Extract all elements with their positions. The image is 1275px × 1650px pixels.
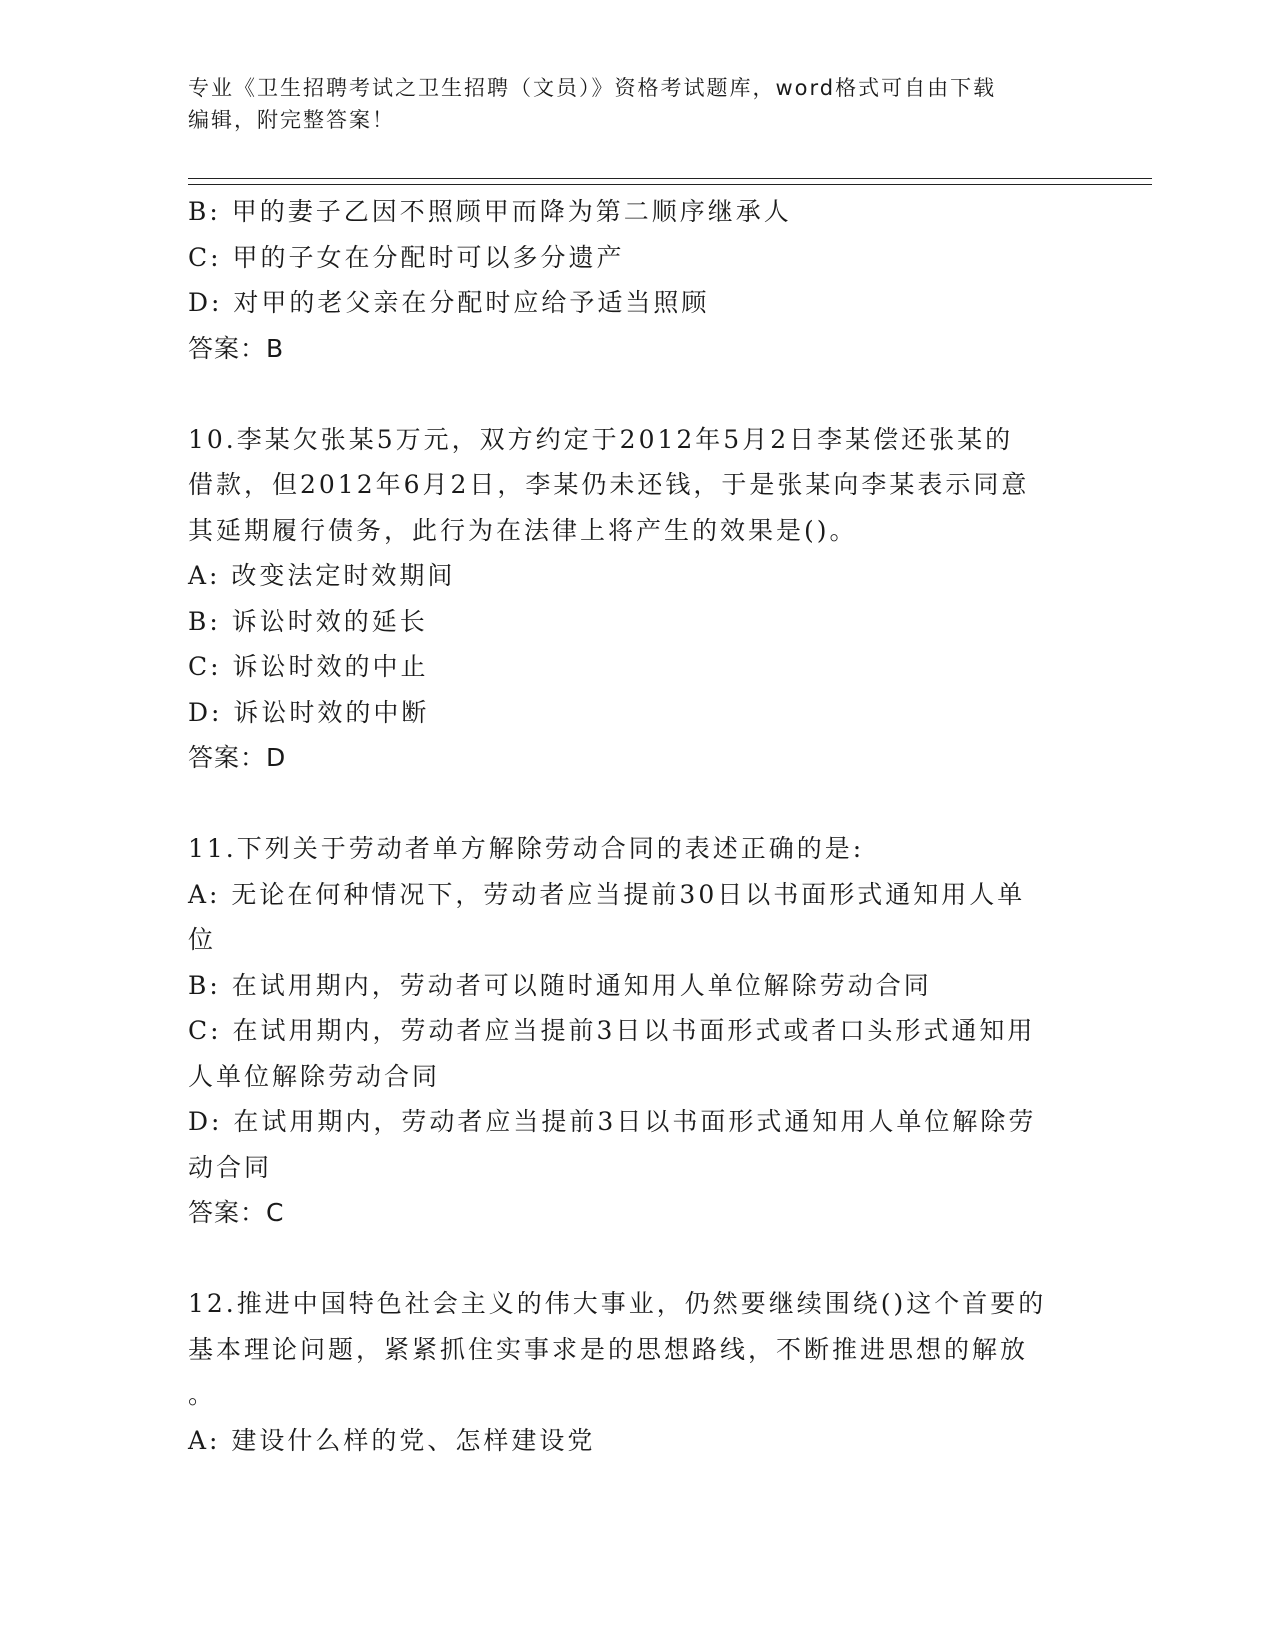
spacer [188, 1236, 1068, 1282]
header-title-line-2: 编辑，附完整答案！ [188, 108, 395, 132]
q11-stem-line-1: 11.下列关于劳动者单方解除劳动合同的表述正确的是: [188, 834, 865, 863]
q11-option-d-line-1: D: 在试用期内，劳动者应当提前3日以书面形式通知用人单位解除劳 [188, 1107, 1037, 1136]
q11-option-c-line-1: C: 在试用期内，劳动者应当提前3日以书面形式或者口头形式通知用 [188, 1016, 1036, 1045]
spacer [188, 371, 1068, 417]
q10-option-b: B: 诉讼时效的延长 [188, 606, 428, 636]
q12-stem-line-2: 基本理论问题，紧紧抓住实事求是的思想路线，不断推进思想的解放 [188, 1334, 1029, 1364]
header-title-line-1: 专业《卫生招聘考试之卫生招聘（文员）》资格考试题库，word格式可自由下载 [188, 76, 997, 100]
q11-option-d-line-2: 动合同 [188, 1152, 273, 1182]
q12-stem-line-3: 。 [188, 1380, 217, 1409]
q9-answer: 答案：B [188, 333, 285, 363]
q10-stem-line-3: 其延期履行债务，此行为在法律上将产生的效果是()。 [188, 515, 858, 545]
question-10 [188, 417, 1068, 781]
q12-stem-line-1: 12.推进中国特色社会主义的伟大事业，仍然要继续围绕()这个首要的 [188, 1289, 1047, 1318]
q10-stem-line-1: 10.李某欠张某5万元，双方约定于2012年5月2日李某偿还张某的 [188, 424, 1014, 454]
q11-option-b: B: 在试用期内，劳动者可以随时通知用人单位解除劳动合同 [188, 970, 932, 1000]
question-12 [188, 1281, 1068, 1463]
q10-answer: 答案：D [188, 743, 287, 772]
question-9 [188, 189, 1068, 371]
header-divider-bottom [188, 184, 1152, 185]
q11-answer: 答案：C [188, 1198, 285, 1227]
page-header [188, 72, 1068, 136]
q9-option-d: D: 对甲的老父亲在分配时应给予适当照顾 [188, 288, 710, 317]
q10-stem-line-2: 借款，但2012年6月2日，李某仍未还钱，于是张某向李某表示同意 [188, 470, 1030, 499]
q11-option-c-line-2: 人单位解除劳动合同 [188, 1061, 441, 1091]
q10-option-a: A: 改变法定时效期间 [188, 561, 456, 590]
header-divider-top [188, 178, 1152, 179]
spacer [188, 781, 1068, 827]
question-list [188, 189, 1068, 1463]
q12-option-a: A: 建设什么样的党、怎样建设党 [188, 1425, 596, 1455]
q9-option-b: B: 甲的妻子乙因不照顾甲而降为第二顺序继承人 [188, 197, 792, 226]
q10-option-d: D: 诉讼时效的中断 [188, 697, 430, 727]
q10-option-c: C: 诉讼时效的中止 [188, 652, 429, 681]
q11-option-a-line-2: 位 [188, 925, 217, 954]
q11-option-a-line-1: A: 无论在何种情况下，劳动者应当提前30日以书面形式通知用人单 [188, 879, 1026, 909]
question-11 [188, 826, 1068, 1236]
q9-option-c: C: 甲的子女在分配时可以多分遗产 [188, 242, 625, 272]
